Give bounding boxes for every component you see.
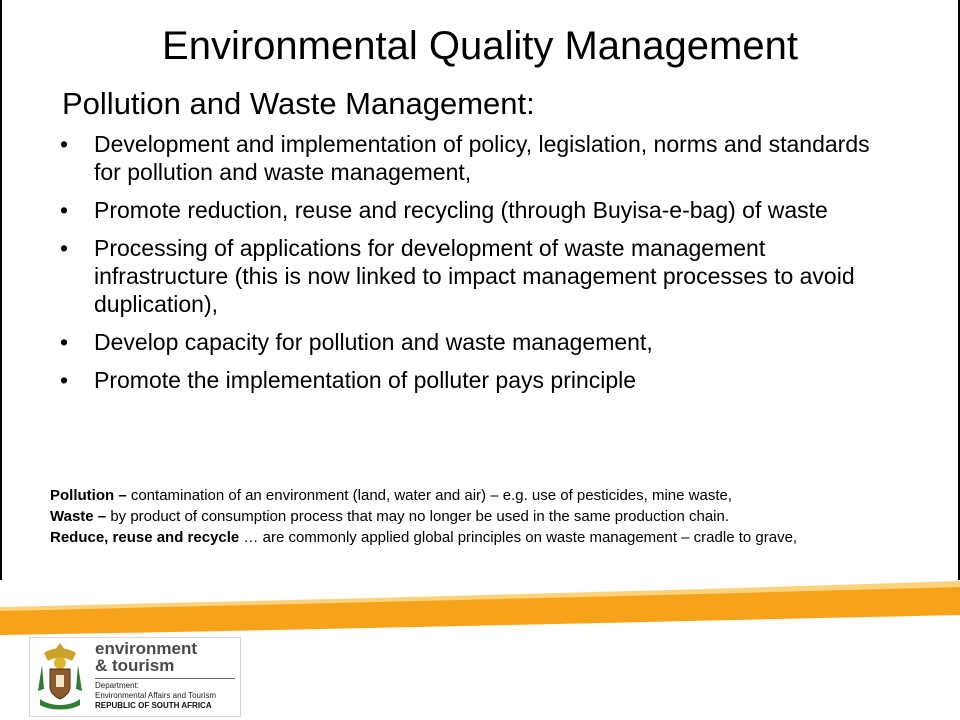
logo-wordmark-line1: environment <box>95 639 198 658</box>
definition-separator: – <box>93 508 111 525</box>
coat-of-arms-icon <box>34 641 86 713</box>
bullet-item <box>60 366 900 394</box>
definition-term: Pollution <box>50 487 115 504</box>
definition-waste <box>50 506 930 527</box>
definition-pollution <box>50 485 930 506</box>
department-logo <box>29 637 241 717</box>
logo-country: REPUBLIC OF SOUTH AFRICA <box>95 701 212 710</box>
bullet-item <box>60 196 900 224</box>
logo-wordmark-line2: & tourism <box>95 656 175 675</box>
bullet-item <box>60 130 900 186</box>
bullet-dot-icon: • <box>60 197 69 223</box>
slide-title: Environmental Quality Management <box>162 24 798 68</box>
definition-text: by product of consumption process that may no longer be used in the same production chain. <box>110 508 730 525</box>
logo-department-label: Department: <box>95 681 140 690</box>
definition-text: are commonly applied global principles on waste management – cradle to grave, <box>262 529 798 546</box>
bullet-text: Develop capacity for pollution and waste management, <box>94 329 653 355</box>
section-heading: Pollution and Waste Management: <box>62 86 535 121</box>
bullet-item <box>60 328 900 356</box>
bullet-dot-icon: • <box>60 329 69 355</box>
bullet-item <box>60 234 900 318</box>
definition-separator: … <box>239 529 263 546</box>
definition-separator: – <box>114 487 131 504</box>
definitions-block <box>50 485 930 548</box>
bullet-dot-icon: • <box>60 235 69 261</box>
definition-text: contamination of an environment (land, water and air) – e.g. use of pesticides, mine waste, <box>130 487 733 504</box>
logo-department-name: Environmental Affairs and Tourism <box>95 691 217 700</box>
bullet-text: Promote the implementation of polluter pays principle <box>94 367 637 393</box>
bullet-text: Promote reduction, reuse and recycling (through Buyisa-e-bag) of waste <box>94 197 828 223</box>
definition-term: Reduce, reuse and recycle <box>50 529 240 546</box>
bullet-list <box>60 130 900 404</box>
bullet-dot-icon: • <box>60 131 69 157</box>
orange-swoosh-banner <box>0 575 960 635</box>
logo-divider <box>95 678 235 679</box>
slide-border-left <box>0 0 2 580</box>
bullet-dot-icon: • <box>60 367 69 393</box>
definition-reduce-reuse-recycle <box>50 527 930 548</box>
bullet-text: Processing of applications for development of waste management infrastructure (this is now linked to impact management processes to avoid duplication), <box>94 235 855 317</box>
definition-term: Waste <box>50 508 94 525</box>
bullet-text: Development and implementation of policy, legislation, norms and standards for pollution and waste management, <box>94 131 870 185</box>
